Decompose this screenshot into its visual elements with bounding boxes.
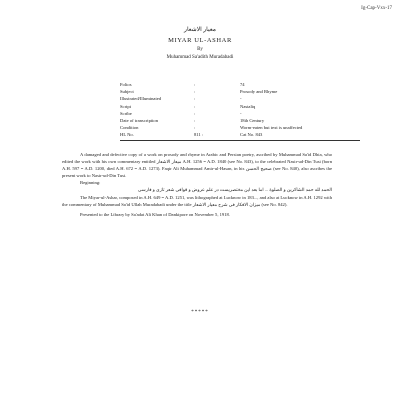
meta-value: Prosody and Rhyme [240,89,278,95]
meta-row-script [120,103,360,110]
author-name: Muhammad Sa'adith Muradabadi [166,55,234,60]
document-title: MIYAR UL-ASHAR [168,37,232,44]
meta-label: Illustrated/Illuminated [120,96,162,102]
meta-value: Cat No. 843 [240,132,263,138]
meta-value: Worm-eaten but text is unaffected [240,125,303,131]
reference-number: Ig-Cap-Vxx-17 [361,6,392,11]
description-body [62,151,332,218]
meta-colon: : [194,96,196,102]
arabic-title: معيار الاشعار [184,27,216,33]
beginning-text: الحمد لله حمد الشاکرین و الصلوة ... اما بعد این مختصریست در علم عروض و قوافی شعر تازی و فارسی [138,187,332,193]
beginning-label: Beginning: [80,180,101,186]
meta-label: Folios [120,82,132,87]
meta-colon: : [194,82,196,87]
meta-colon: : [194,117,196,123]
meta-label: Subject [120,89,134,95]
meta-value: 18th Century [240,117,265,123]
presentation-paragraph: Presented to the Library by Sa'adat Ali Khan of Dankipore on November 5, 1918. [80,211,230,217]
meta-colon: : [194,89,196,95]
metadata-table [120,81,360,141]
meta-value: - [240,110,242,116]
meta-value: Nastaliq [240,103,256,109]
meta-colon: 811 : [194,132,204,138]
meta-value: 74 [240,82,245,87]
meta-row-scribe [120,110,360,117]
meta-value: - [240,96,242,102]
meta-row-illustrated [120,95,360,102]
meta-colon: : [194,125,196,131]
end-marker: ***** [191,310,209,315]
meta-divider [120,140,360,141]
meta-colon: : [194,103,196,109]
publication-paragraph: The Miyar-ul-Ashar, composed in A.H. 649 = A.D. 1251, was lithographed at Lucknow in 183..., and also at Lucknow in A.H. 1292 with the commentary of Muhammad Sa'id Ullah Muradabadi under the title میزان الافکار فی شرح معیار الاشعار (see No. 842). [62,194,332,207]
meta-label: Scribe [120,110,132,116]
meta-label: HL No. [120,132,134,138]
meta-colon: : [194,110,196,116]
meta-row-condition [120,124,360,131]
by-line: By [197,47,203,52]
description-paragraph: A damaged and defective copy of a work on prosody and rhyme in Arabic and Persian poetry, ascribed by Muhammad Sa'id Dhia, who edited the work with his own commentary entitled میعار الاشعار A.H. 1256 = A.D. 1840 (see No. 843), to the celebrated Nasir-ud-Din Tusi (born A.H. 597 = A.D. 1200, died A.H. 672 = A.D. 1273). Faqir Ali Muhammad Amir-ul-Hasan, in his صحیح الحسن (see No. 840), also ascribes the present work to Nasir-ud-Din Tusi. [62,152,332,179]
meta-row-date [120,117,360,124]
meta-row-hl-number [120,131,360,138]
meta-label: Date of transcription [120,117,159,123]
meta-label: Script [120,103,131,109]
meta-row-folios [120,81,360,88]
meta-row-subject [120,88,360,95]
meta-label: Condition [120,125,139,131]
